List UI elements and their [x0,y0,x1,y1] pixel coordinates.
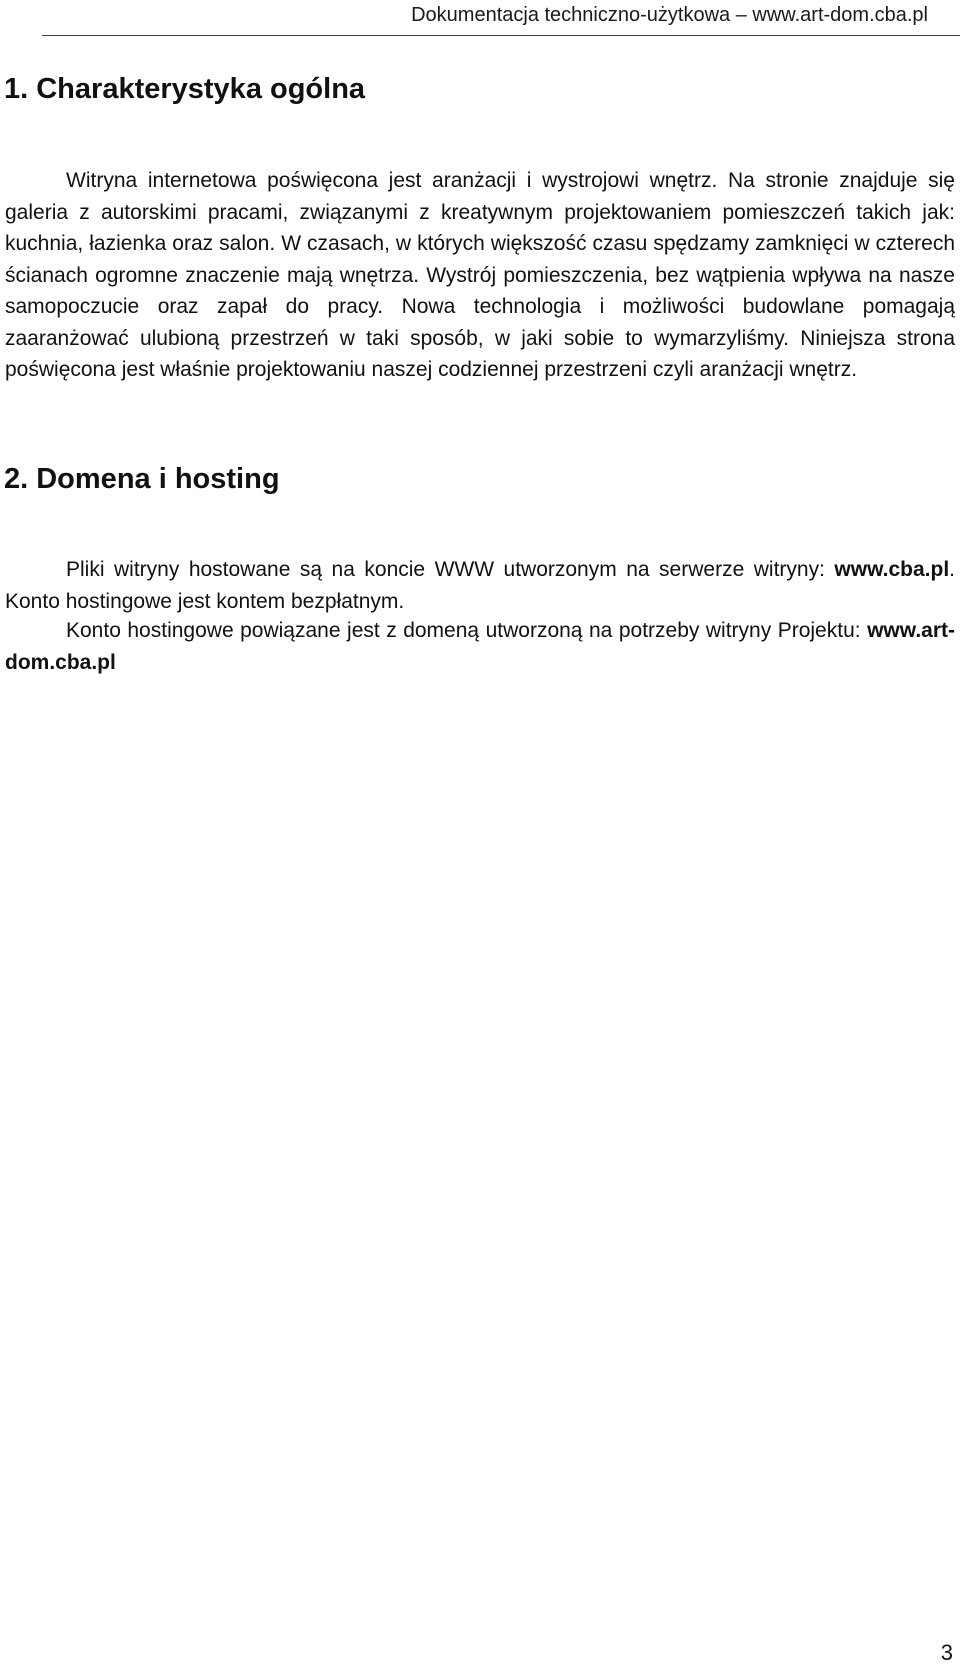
paragraph-text: . Konto hostingowe jest kontem bezpłatnym. [5,558,955,613]
section-1-heading: 1. Charakterystyka ogólna [4,73,366,105]
section-2-paragraph-1 [5,554,955,617]
section-2-heading: 2. Domena i hosting [4,463,280,495]
paragraph-text: Konto hostingowe powiązane jest z domeną utworzoną na potrzeby witryny Projektu: [66,619,868,642]
page-number: 3 [940,1640,953,1665]
project-domain-url: www.art-dom.cba.pl [5,619,955,674]
header-text: Dokumentacja techniczno-użytkowa – www.art-dom.cba.pl [411,4,928,26]
section-2-paragraph-2 [5,615,955,678]
header-rule [42,35,960,36]
section-1-paragraph: Witryna internetowa poświęcona jest aranżacji i wystrojowi wnętrz. Na stronie znajduje się galeria z autorskimi pracami, związanymi z kreatywnym projektowaniem pomieszczeń takich jak: kuchnia, łazienka oraz salon. W czasach, w których większość czasu spędzamy zamknięci w czterech ścianach ogromne znaczenie mają wnętrza. Wystrój pomieszczenia, bez wątpienia wpływa na nasze samopoczucie oraz zapał do pracy. Nowa technologia i możliwości budowlane pomagają zaaranżować ulubioną przestrzeń w taki sposób, w jaki sobie to wymarzyliśmy. Niniejsza strona poświęcona jest właśnie projektowaniu naszej codziennej przestrzeni czyli aranżacji wnętrz. [5,169,955,381]
paragraph-text: Pliki witryny hostowane są na koncie WWW utworzonym na serwerze witryny: [66,558,835,581]
hosting-server-url: www.cba.pl [834,558,950,581]
